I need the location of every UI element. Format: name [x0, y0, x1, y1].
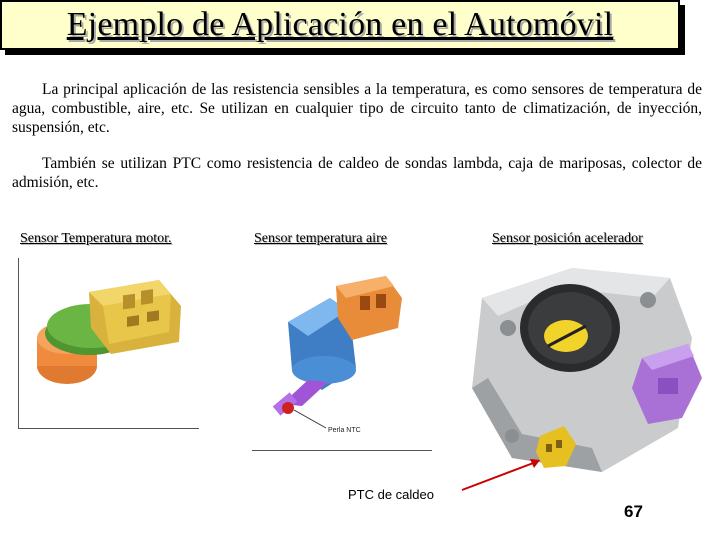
ptc-heater-label: PTC de caldeo: [348, 487, 434, 502]
page-number: 67: [624, 502, 643, 521]
air-temp-sensor-drawing: [252, 258, 432, 450]
engine-temp-sensor-image: [18, 258, 199, 429]
caption-air-temp-sensor: Sensor temperatura aire: [254, 231, 387, 246]
throttle-body-drawing: [452, 258, 714, 496]
paragraph-applications: La principal aplicación de las resistencia sensibles a la temperatura, es como sensores de temperatura de agua, combustible, aire, etc. Se utilizan en cualquier tipo de circuito tanto de climatización, de inyección, suspensión, etc.: [12, 81, 702, 136]
caption-engine-temp-sensor: Sensor Temperatura motor.: [20, 231, 172, 246]
engine-temp-sensor-drawing: [19, 258, 199, 428]
air-temp-sensor-image: [252, 258, 432, 451]
page-title: Ejemplo de Aplicación en el Automóvil: [66, 6, 614, 43]
ntc-bead-label: Perla NTC: [328, 427, 361, 434]
caption-throttle-position-sensor: Sensor posición acelerador: [492, 231, 643, 246]
title-box: [0, 0, 680, 50]
throttle-body-image: [452, 258, 714, 496]
paragraph-ptc-uses: También se utilizan PTC como resistencia de caldeo de sondas lambda, caja de mariposas, colector de admisión, etc.: [12, 155, 702, 191]
